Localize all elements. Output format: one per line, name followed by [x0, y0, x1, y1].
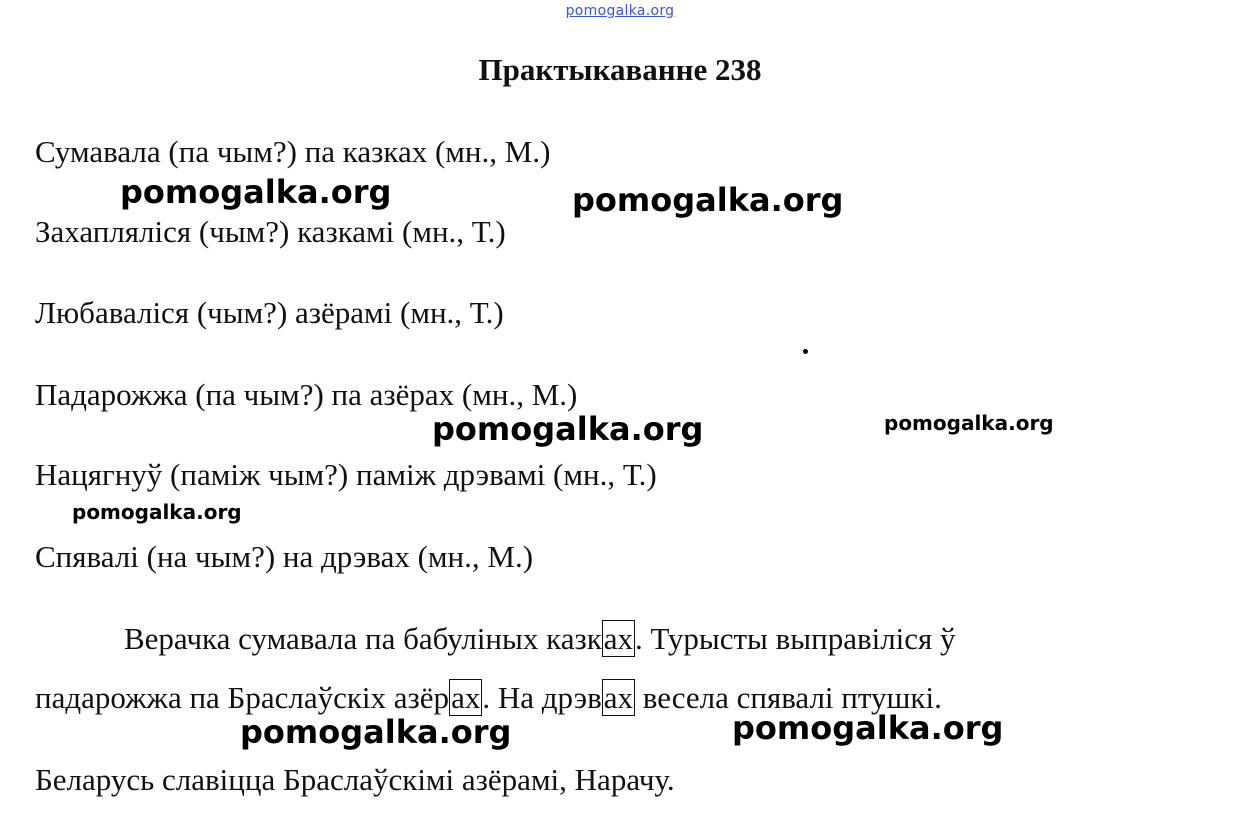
list-item: Любаваліся (чым?) азёрамі (мн., Т.) [35, 295, 504, 330]
watermark: pomogalka.org [240, 713, 512, 751]
text-segment: . На дрэв [482, 680, 602, 715]
text-segment: Верачка сумавала па бабуліных казк [124, 621, 602, 656]
watermark: pomogalka.org [884, 411, 1054, 435]
page-title: Практыкаванне 238 [478, 52, 762, 87]
watermark: pomogalka.org [732, 709, 1004, 747]
watermark: pomogalka.org [432, 410, 704, 448]
site-link[interactable]: pomogalka.org [565, 3, 675, 19]
list-item: Сумавала (па чым?) па казках (мн., М.) [35, 134, 551, 169]
paragraph-line: Беларусь славіцца Браслаўскімі азёрамі, Нарачу. [35, 762, 675, 797]
list-item: Нацягнуў (паміж чым?) паміж дрэвамі (мн., Т.) [35, 457, 657, 492]
watermark: pomogalka.org [120, 173, 392, 211]
ending-box: ах [603, 680, 633, 715]
watermark: pomogalka.org [572, 181, 844, 219]
ending-box: ах [451, 680, 481, 715]
watermark: pomogalka.org [72, 500, 242, 524]
paragraph-line [124, 619, 956, 659]
list-item: Захапляліся (чым?) казкамі (мн., Т.) [35, 214, 506, 249]
list-item: Падарожжа (па чым?) па азёрах (мн., М.) [35, 377, 578, 412]
text-segment: . Турысты выправіліся ў [635, 621, 956, 656]
stray-dot [803, 349, 808, 354]
text-segment: падарожжа па Браслаўскіх азёр [35, 680, 450, 715]
ending-box: ах [603, 621, 634, 656]
list-item: Спявалі (на чым?) на дрэвах (мн., М.) [35, 539, 534, 574]
text-segment: весела спявалі птушкі. [634, 680, 942, 715]
